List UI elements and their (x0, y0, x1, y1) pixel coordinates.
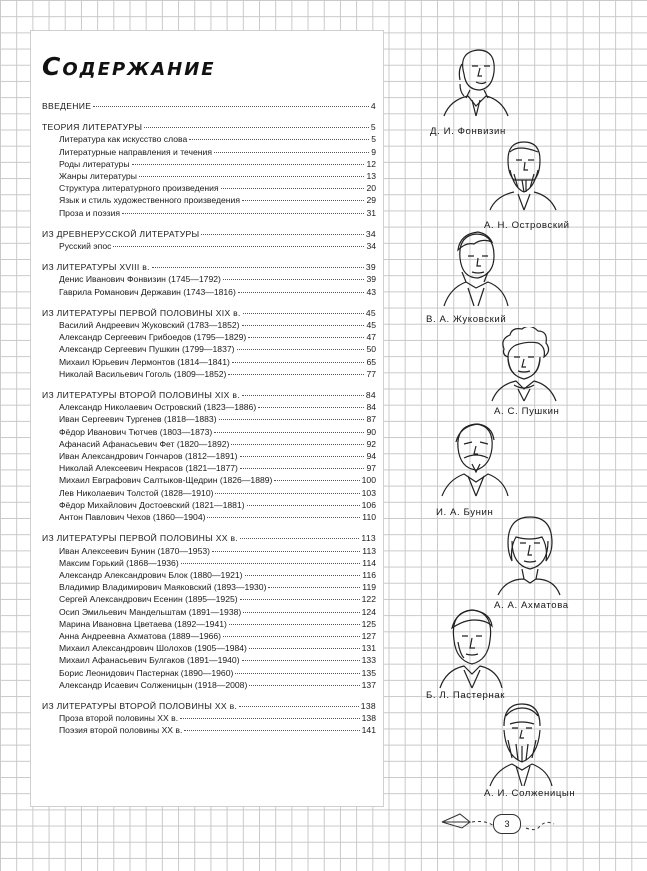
toc-leader (231, 443, 364, 445)
toc-leader (139, 175, 365, 177)
toc-entry (42, 581, 376, 593)
toc-entry (42, 511, 376, 523)
page-title: Содержание (42, 52, 216, 81)
toc-page: 116 (362, 569, 376, 580)
toc-page: 110 (362, 512, 376, 523)
toc-leader (180, 717, 360, 719)
toc-leader (212, 550, 360, 552)
toc-title: ИЗ ЛИТЕРАТУРЫ ВТОРОЙ ПОЛОВИНЫ XX в. (42, 700, 238, 711)
toc-title: Александр Исаевич Солженицын (1918—2008) (59, 679, 248, 690)
toc-leader (242, 394, 364, 396)
portrait-label: А. А. Ахматова (494, 600, 569, 611)
toc-page: 113 (361, 533, 376, 544)
toc-entry (42, 331, 376, 343)
toc-entry (42, 426, 376, 438)
portrait-fonvizin-icon (440, 44, 510, 118)
toc-page: 100 (361, 475, 376, 486)
toc-leader (240, 537, 359, 539)
toc-title: Анна Андреевна Ахматова (1889—1966) (59, 630, 222, 641)
portrait-ostrovsky-icon (488, 138, 558, 212)
toc-entry (42, 438, 376, 450)
toc-entry (42, 462, 376, 474)
toc-page: 94 (366, 451, 376, 462)
portrait-label: Д. И. Фонвизин (430, 126, 506, 137)
toc-title: Николай Алексеевич Некрасов (1821—1877) (59, 463, 238, 474)
toc-title: Александр Сергеевич Пушкин (1799—1837) (59, 344, 235, 355)
toc-title: Фёдор Михайлович Достоевский (1821—1881) (59, 499, 245, 510)
toc-page: 90 (366, 426, 376, 437)
portrait-label: В. А. Жуковский (426, 314, 507, 325)
toc-page: 138 (360, 700, 376, 711)
portrait-label: А. С. Пушкин (494, 406, 560, 417)
toc-leader (235, 672, 359, 674)
toc-leader (184, 729, 359, 731)
toc-page: 12 (366, 158, 376, 169)
toc-leader (242, 199, 364, 201)
toc-title: Поэзия второй половины XX в. (59, 725, 183, 736)
toc-title: Роды литературы (59, 158, 130, 169)
toc-page: 50 (366, 344, 376, 355)
toc-page: 39 (366, 274, 376, 285)
toc-entry (42, 618, 376, 630)
toc-page: 131 (361, 643, 376, 654)
toc-leader (240, 467, 365, 469)
toc-title: Язык и стиль художественного произведения (59, 195, 240, 206)
toc-page: 43 (366, 286, 376, 297)
toc-entry (42, 642, 376, 654)
toc-leader (240, 455, 365, 457)
toc-leader (249, 684, 359, 686)
portrait-zhukovsky-icon (440, 228, 510, 308)
toc-page: 127 (361, 630, 376, 641)
toc-page: 106 (361, 499, 376, 510)
toc-page: 5 (371, 134, 376, 145)
toc-title: Структура литературного произведения (59, 183, 219, 194)
toc-title: Михаил Александрович Шолохов (1905—1984) (59, 643, 247, 654)
toc-title: Михаил Юрьевич Лермонтов (1814—1841) (59, 356, 230, 367)
toc-leader (207, 516, 360, 518)
toc-page: 135 (361, 667, 376, 678)
toc-section (42, 228, 376, 240)
toc-title: ИЗ ЛИТЕРАТУРЫ ПЕРВОЙ ПОЛОВИНЫ XIX в. (42, 307, 241, 318)
toc-leader (268, 586, 360, 588)
toc-title: Русский эпос (59, 241, 112, 252)
toc-title: Лев Николаевич Толстой (1828—1910) (59, 487, 214, 498)
toc-page: 77 (366, 368, 376, 379)
toc-page: 29 (366, 195, 376, 206)
toc-title: ИЗ ЛИТЕРАТУРЫ ВТОРОЙ ПОЛОВИНЫ XIX в. (42, 390, 240, 401)
toc-section (42, 389, 376, 401)
toc-page: 92 (366, 438, 376, 449)
toc-title: Литературные направления и течения (59, 146, 212, 157)
toc-page: 87 (366, 414, 376, 425)
toc-title: ИЗ ДРЕВНЕРУССКОЙ ЛИТЕРАТУРЫ (42, 228, 200, 239)
portrait-label: А. И. Солженицын (484, 788, 576, 799)
toc-page: 34 (366, 241, 376, 252)
toc-title: Фёдор Иванович Тютчев (1803—1873) (59, 426, 213, 437)
toc-title: Сергей Александрович Есенин (1895—1925) (59, 594, 238, 605)
toc-leader (242, 324, 365, 326)
toc-title: Михаил Евграфович Салтыков-Щедрин (1826—1889) (59, 475, 273, 486)
portrait-bunin-icon (438, 418, 510, 498)
toc-entry (42, 286, 376, 298)
toc-leader (247, 504, 360, 506)
toc-title: Максим Горький (1868—1936) (59, 557, 179, 568)
toc-page: 114 (362, 557, 376, 568)
toc-page: 45 (366, 320, 376, 331)
toc-entry (42, 194, 376, 206)
toc-entry (42, 606, 376, 618)
portrait-solzhenitsyn-icon (486, 700, 556, 788)
toc-leader (152, 266, 364, 268)
toc-title: Антон Павлович Чехов (1860—1904) (59, 512, 206, 523)
toc-title: Василий Андреевич Жуковский (1783—1852) (59, 320, 240, 331)
toc-page: 141 (361, 725, 376, 736)
toc-page: 84 (365, 390, 376, 401)
toc-title: ИЗ ЛИТЕРАТУРЫ XVIII в. (42, 262, 150, 273)
toc-entry (42, 401, 376, 413)
toc-leader (221, 187, 365, 189)
toc-leader (181, 562, 361, 564)
toc-entry (42, 368, 376, 380)
toc-entry (42, 569, 376, 581)
toc-title: Афанасий Афанасьевич Фет (1820—1892) (59, 438, 230, 449)
toc-title: Осип Эмильевич Мандельштам (1891—1938) (59, 606, 242, 617)
toc-entry (42, 545, 376, 557)
toc-entry (42, 319, 376, 331)
toc-page: 65 (366, 356, 376, 367)
toc-leader (238, 291, 365, 293)
toc-leader (214, 151, 369, 153)
toc-leader (245, 574, 361, 576)
toc-entry (42, 182, 376, 194)
toc-page: 125 (361, 618, 376, 629)
toc-leader (113, 245, 364, 247)
toc-leader (258, 406, 364, 408)
toc-leader (242, 659, 360, 661)
toc-entry (42, 133, 376, 145)
portrait-label: Б. Л. Пастернак (426, 690, 506, 701)
toc-title: ИЗ ЛИТЕРАТУРЫ ПЕРВОЙ ПОЛОВИНЫ XX в. (42, 533, 239, 544)
toc-leader (132, 163, 365, 165)
toc-page: 124 (361, 606, 376, 617)
toc-title: ВВЕДЕНИЕ (42, 101, 92, 111)
toc-page: 13 (366, 171, 376, 182)
toc-entry (42, 240, 376, 252)
toc-leader (239, 705, 359, 707)
toc-title: ТЕОРИЯ ЛИТЕРАТУРЫ (42, 122, 143, 133)
toc-section (42, 121, 376, 133)
toc-leader (201, 233, 363, 235)
toc-entry (42, 356, 376, 368)
toc-entry (42, 158, 376, 170)
toc-leader (237, 348, 365, 350)
toc-entry (42, 487, 376, 499)
toc-page: 45 (365, 307, 376, 318)
toc-title: Александр Николаевич Островский (1823—1886) (59, 402, 257, 413)
toc-entry (42, 712, 376, 724)
toc-title: Денис Иванович Фонвизин (1745—1792) (59, 274, 221, 285)
toc-title: Александр Сергеевич Грибоедов (1795—1829) (59, 332, 247, 343)
toc-leader (144, 126, 369, 128)
toc-page: 137 (361, 679, 376, 690)
toc-page: 84 (366, 402, 376, 413)
toc-section (42, 532, 376, 544)
toc-leader (249, 647, 360, 649)
toc-leader (232, 361, 365, 363)
toc-entry (42, 450, 376, 462)
toc-page: 47 (366, 332, 376, 343)
toc-page: 113 (362, 545, 376, 556)
toc-page: 138 (361, 713, 376, 724)
toc-entry (42, 654, 376, 666)
toc-title: Гаврила Романович Державин (1743—1816) (59, 286, 236, 297)
toc-entry (42, 207, 376, 219)
toc-title: Иван Сергеевич Тургенев (1818—1883) (59, 414, 217, 425)
toc-title: Проза и поэзия (59, 207, 121, 218)
toc-entry (42, 146, 376, 158)
toc-title: Иван Александрович Гончаров (1812—1891) (59, 451, 238, 462)
toc-entry (42, 593, 376, 605)
toc-title: Владимир Владимирович Маяковский (1893—1930) (59, 582, 267, 593)
toc-page: 4 (370, 101, 376, 111)
portrait-akhmatova-icon (494, 513, 564, 597)
toc-page: 119 (362, 582, 376, 593)
toc-page: 122 (361, 594, 376, 605)
toc-entry (42, 474, 376, 486)
toc-title: Марина Ивановна Цветаева (1892—1941) (59, 618, 227, 629)
page-number: 3 (493, 814, 521, 834)
toc-entry (42, 499, 376, 511)
toc-title: Михаил Афанасьевич Булгаков (1891—1940) (59, 655, 240, 666)
toc-leader (228, 373, 364, 375)
portrait-label: А. Н. Островский (484, 220, 570, 231)
toc-title: Литература как искусство слова (59, 134, 188, 145)
toc-section (42, 261, 376, 273)
toc-leader (240, 598, 360, 600)
toc-section (42, 307, 376, 319)
toc-entry (42, 679, 376, 691)
toc-entry (42, 413, 376, 425)
toc-leader (248, 336, 364, 338)
toc-page: 5 (370, 122, 376, 133)
toc-leader (274, 479, 359, 481)
toc-entry (42, 273, 376, 285)
table-of-contents (42, 100, 376, 737)
toc-entry (42, 667, 376, 679)
toc-title: Иван Алексеевич Бунин (1870—1953) (59, 545, 211, 556)
toc-title: Борис Леонидович Пастернак (1890—1960) (59, 667, 234, 678)
toc-page: 133 (361, 655, 376, 666)
portrait-pushkin-icon (488, 327, 558, 403)
toc-leader (122, 212, 364, 214)
toc-entry (42, 630, 376, 642)
toc-title: Александр Александрович Блок (1880—1921) (59, 569, 243, 580)
portrait-label: И. А. Бунин (436, 507, 494, 518)
portrait-pasternak-icon (436, 606, 506, 690)
toc-page: 39 (365, 262, 376, 273)
toc-leader (215, 492, 359, 494)
toc-leader (189, 138, 369, 140)
toc-entry (42, 343, 376, 355)
toc-leader (243, 611, 359, 613)
toc-entry (42, 557, 376, 569)
toc-leader (223, 635, 360, 637)
toc-page: 9 (371, 146, 376, 157)
toc-section (42, 700, 376, 712)
toc-leader (229, 623, 360, 625)
toc-title: Проза второй половины XX в. (59, 713, 179, 724)
toc-leader (243, 312, 364, 314)
toc-leader (219, 418, 365, 420)
toc-leader (223, 278, 365, 280)
toc-page: 31 (366, 207, 376, 218)
toc-entry (42, 724, 376, 736)
toc-page: 97 (366, 463, 376, 474)
toc-leader (214, 431, 364, 433)
toc-section (42, 100, 376, 112)
toc-entry (42, 170, 376, 182)
toc-title: Николай Васильевич Гоголь (1809—1852) (59, 368, 227, 379)
toc-title: Жанры литературы (59, 171, 137, 182)
toc-leader (93, 105, 369, 107)
toc-page: 103 (361, 487, 376, 498)
toc-page: 34 (365, 228, 376, 239)
toc-page: 20 (366, 183, 376, 194)
